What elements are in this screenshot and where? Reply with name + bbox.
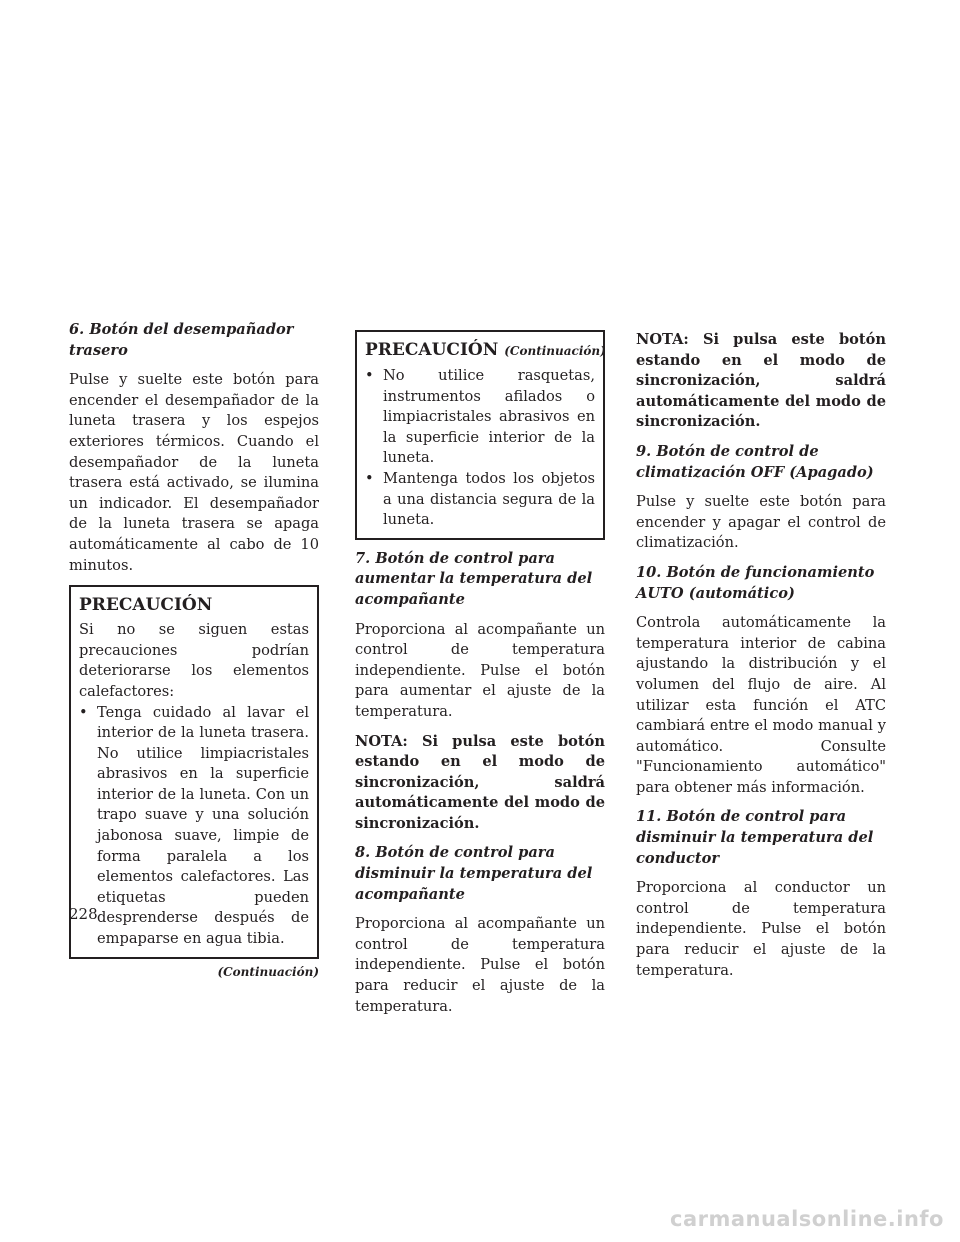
caution-bullet-list [365, 366, 595, 531]
caution-box [69, 585, 319, 959]
paragraph-passenger-temp-up: Proporciona al acompañante un control de temperatura independiente. Pulse el botón para aumentar el ajuste de la temperatura. [355, 620, 605, 720]
section-heading-auto: 10. Botón de funcionamiento AUTO (automático) [636, 563, 875, 602]
continued-label: (Continuación) [217, 964, 319, 979]
section-heading-climate-off: 9. Botón de control de climatización OFF (Apagado) [636, 442, 874, 481]
paragraph-passenger-temp-down: Proporciona al acompañante un control de temperatura independiente. Pulse el botón para reducir el ajuste de la temperatura. [355, 915, 605, 1015]
caution-bullet: • Tenga cuidado al lavar el interior de la luneta trasera. No utilice limpiacristales abrasivos en la superficie interior de la luneta. Con un trapo suave y una solución jabonosa suave, limpie de forma paralela a los elementos calefactores. Las etiquetas pueden desprenderse después de empaparse en agua tibia. [79, 703, 309, 950]
note-sync-mode: NOTA: Si pulsa este botón estando en el modo de sincronización, saldrá automáticamente del modo de sincronización. [636, 331, 886, 431]
caution-title: PRECAUCIÓN [365, 340, 499, 360]
caution-bullet: • Mantenga todos los objetos a una distancia segura de la luneta. [365, 469, 595, 531]
caution-continued-subtitle: (Continuación) [504, 344, 606, 358]
paragraph-driver-temp-down: Proporciona al conductor un control de temperatura independiente. Pulse el botón para reducir el ajuste de la temperatura. [636, 879, 886, 979]
caution-bullet-list [79, 703, 309, 950]
caution-continued-title [365, 338, 606, 363]
page-number: 228 [69, 905, 98, 923]
section-heading-passenger-temp-up: 7. Botón de control para aumentar la temperatura del acompañante [355, 549, 593, 608]
watermark: carmanualsonline.info [670, 1207, 944, 1231]
middle-column [355, 330, 605, 1026]
right-column [636, 330, 886, 990]
paragraph-rear-defroster: Pulse y suelte este botón para encender el desempañador de la luneta trasera y los espejos exteriores térmicos. Cuando el desempañador de la luneta trasera está activado, se ilumina un indicador. El desempañador de la luneta trasera se apaga automáticamente al cabo de 10 minutos. [69, 371, 319, 574]
left-column [69, 320, 319, 994]
paragraph-auto: Controla automáticamente la temperatura interior de cabina ajustando la distribución y el volumen del flujo de aire. Al utilizar esta función el ATC cambiará entre el modo manual y automático. Consulte "Funcionamiento automático" para obtener más información. [636, 614, 886, 796]
section-heading-driver-temp-down: 11. Botón de control para disminuir la temperatura del conductor [636, 808, 874, 867]
note-sync-mode: NOTA: Si pulsa este botón estando en el modo de sincronización, saldrá automáticamente del modo de sincronización. [355, 732, 605, 832]
caution-intro: Si no se siguen estas precauciones podrían deteriorarse los elementos calefactores: [79, 621, 309, 700]
section-heading-rear-defroster: 6. Botón del desempañador trasero [69, 321, 294, 359]
caution-box-continued [355, 330, 605, 540]
caution-bullet: • No utilice rasquetas, instrumentos afilados o limpiacristales abrasivos en la superficie interior de la luneta. [365, 366, 595, 469]
paragraph-climate-off: Pulse y suelte este botón para encender y apagar el control de climatización. [636, 493, 886, 552]
caution-title: PRECAUCIÓN [79, 595, 213, 616]
section-heading-passenger-temp-down: 8. Botón de control para disminuir la temperatura del acompañante [355, 844, 593, 903]
